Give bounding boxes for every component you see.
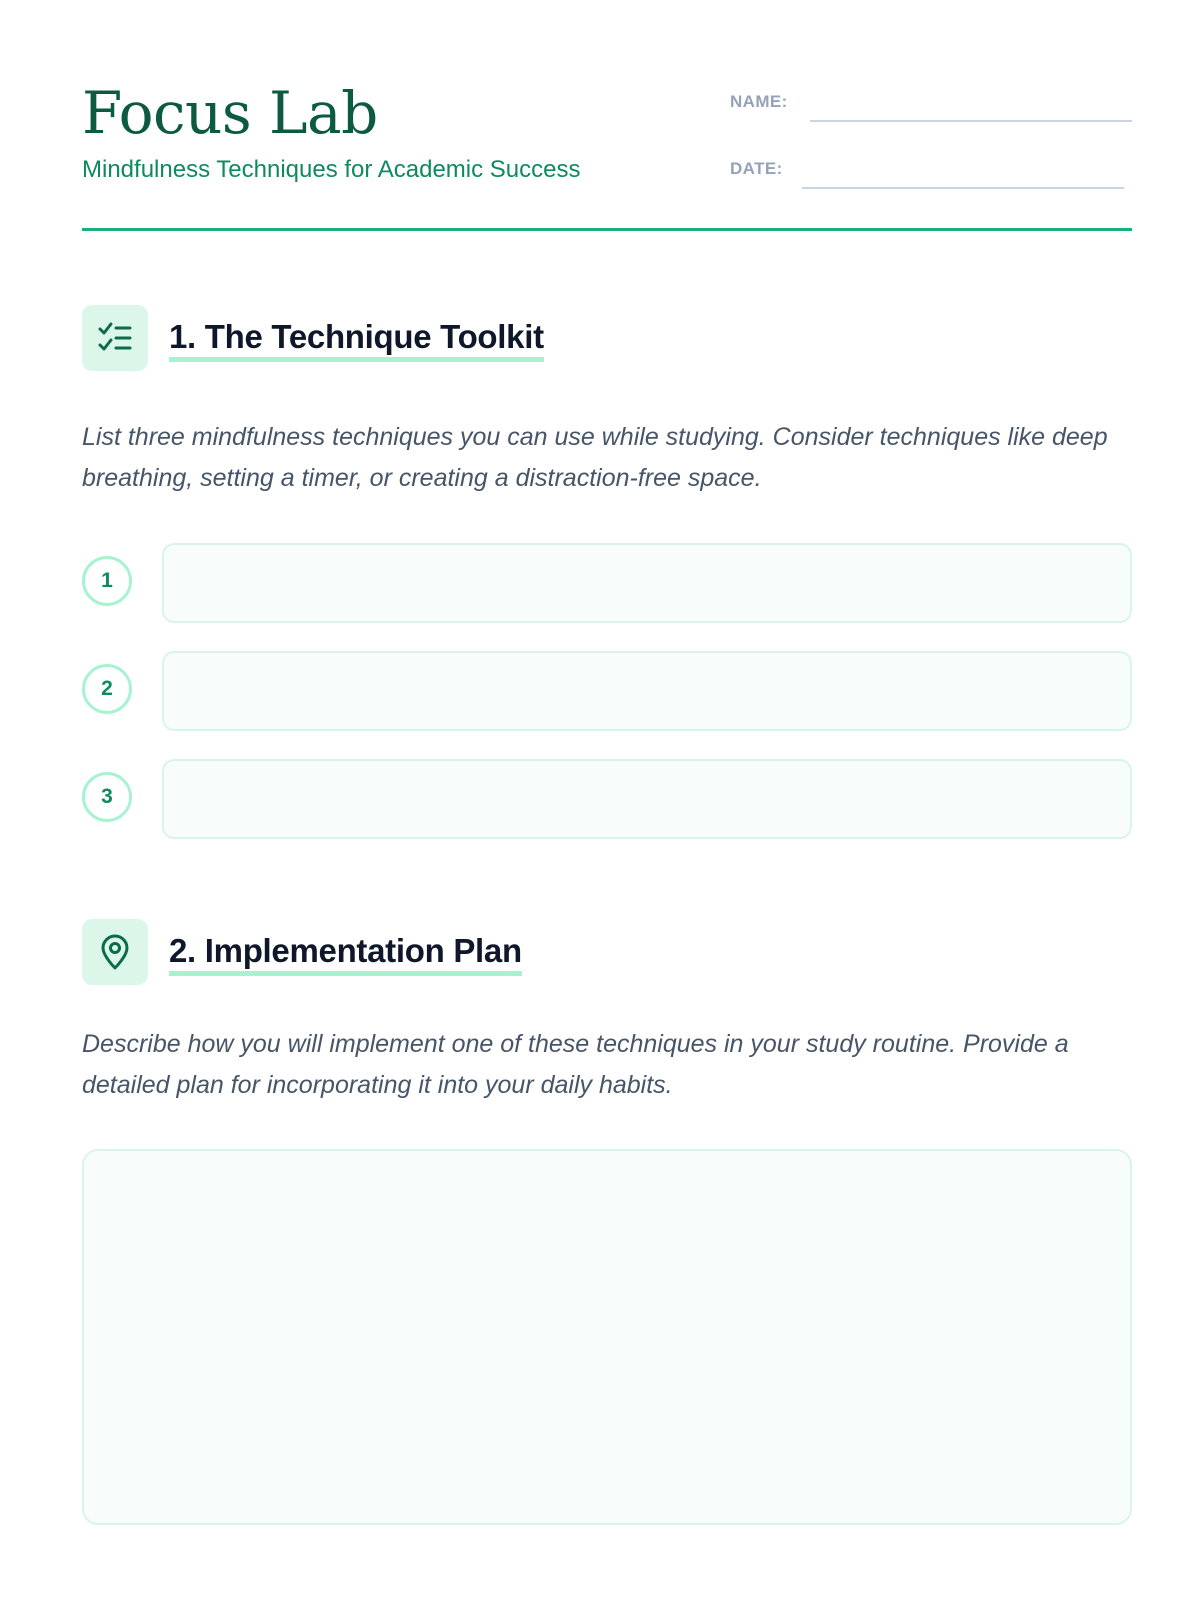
technique-row-3 — [82, 759, 1132, 839]
section-prompt: Describe how you will implement one of these techniques in your study routine. Provide a detailed plan for incorporating it into your daily habits. — [82, 1030, 1069, 1099]
worksheet-page — [82, 0, 1132, 1600]
technique-row-2 — [82, 651, 1132, 731]
technique-input-1[interactable] — [162, 543, 1132, 623]
page-title: Focus Lab — [82, 79, 378, 147]
section-title: 1. The Technique Toolkit — [169, 319, 544, 362]
section-technique-toolkit-header — [82, 305, 1132, 373]
name-label: NAME: — [730, 92, 788, 111]
section-prompt: List three mindfulness techniques you can use while studying. Consider techniques like deep breathing, setting a timer, or creating a distraction-free space. — [82, 423, 1108, 492]
date-field[interactable] — [730, 157, 1132, 197]
item-number-badge: 1 — [82, 556, 132, 606]
header-divider — [82, 228, 1132, 231]
implementation-plan-textarea[interactable] — [82, 1149, 1132, 1525]
name-input-line[interactable] — [810, 120, 1132, 122]
page-subtitle: Mindfulness Techniques for Academic Success — [82, 156, 581, 183]
date-label: DATE: — [730, 159, 783, 178]
name-field[interactable] — [730, 90, 1132, 130]
date-input-line[interactable] — [802, 187, 1124, 189]
technique-row-1 — [82, 543, 1132, 623]
technique-input-2[interactable] — [162, 651, 1132, 731]
item-number-badge: 3 — [82, 772, 132, 822]
worksheet-header — [82, 78, 1132, 230]
checklist-icon — [82, 305, 148, 371]
item-number-badge: 2 — [82, 664, 132, 714]
location-pin-icon — [82, 919, 148, 985]
section-implementation-plan-header — [82, 919, 1132, 987]
technique-input-3[interactable] — [162, 759, 1132, 839]
section-title: 2. Implementation Plan — [169, 933, 522, 976]
